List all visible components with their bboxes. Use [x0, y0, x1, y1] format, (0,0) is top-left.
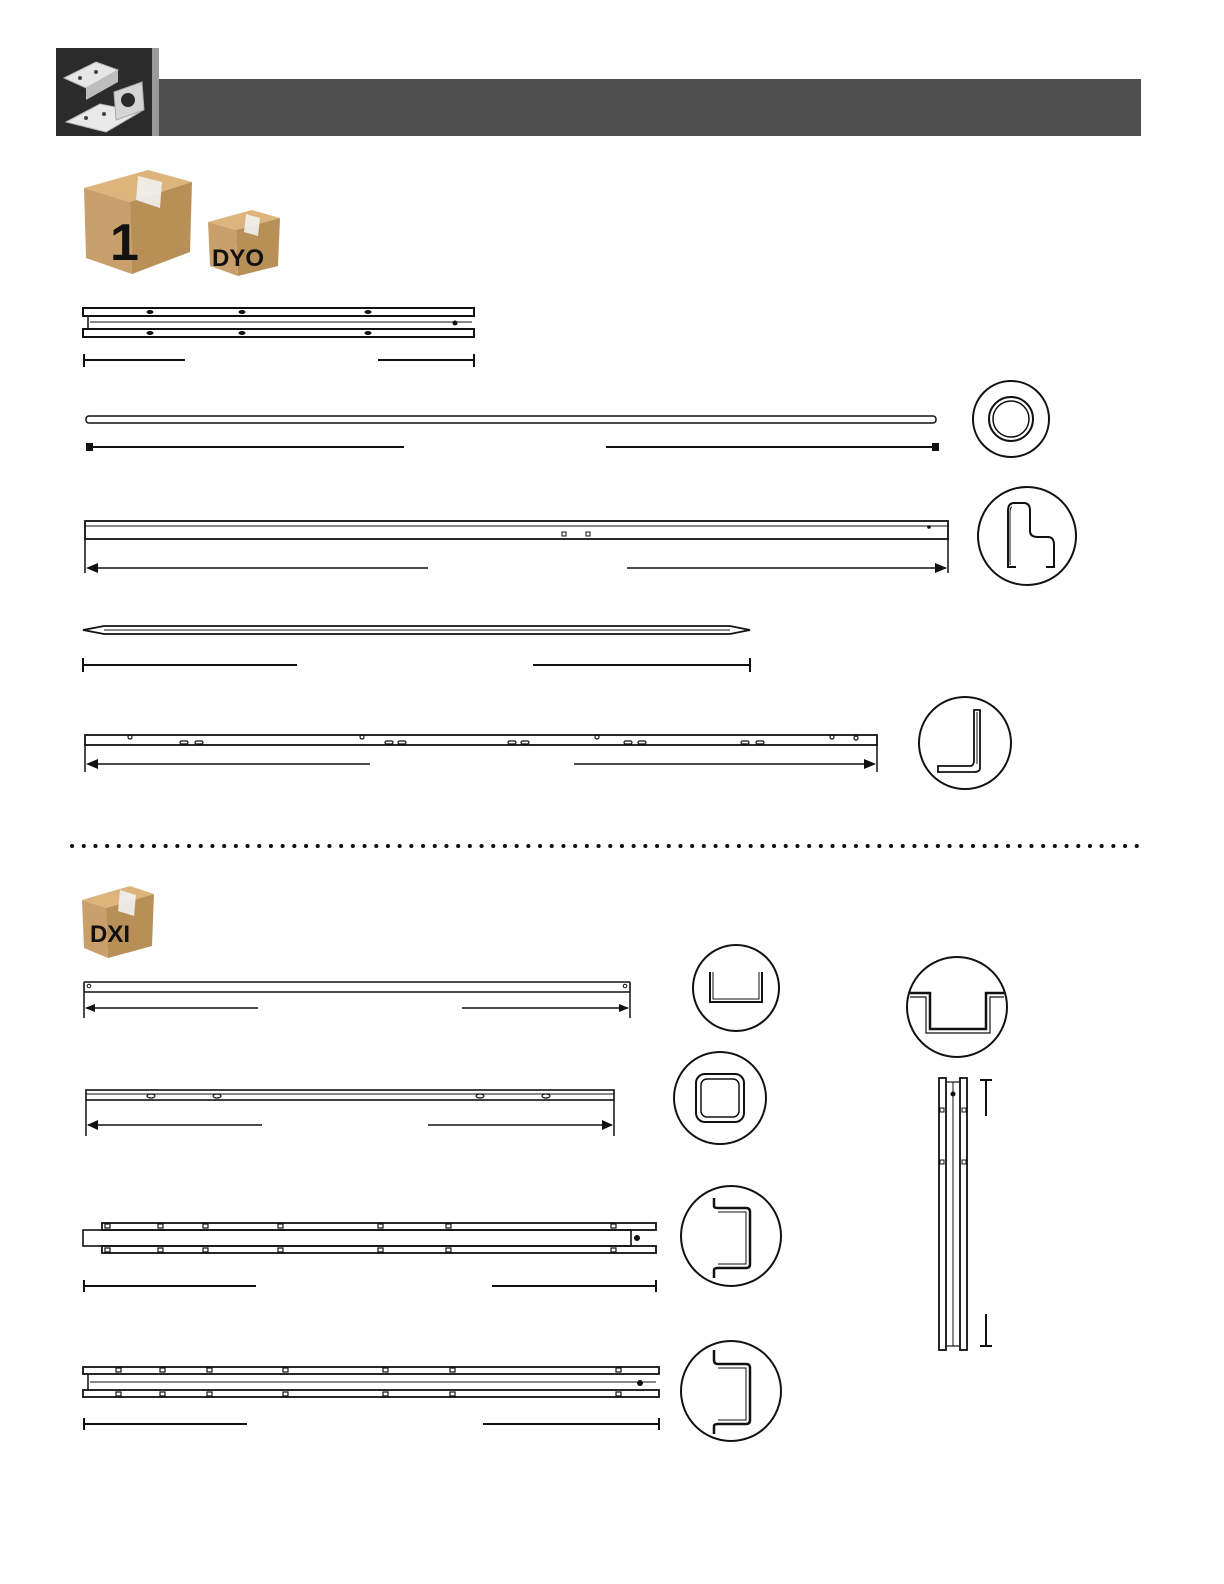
part-z-channel-rail-b [80, 1362, 664, 1434]
bracket-hardware-icon [56, 48, 152, 136]
box-dxi-icon [80, 884, 158, 962]
square-tube-profile-circle [670, 1049, 770, 1147]
part-vertical-hat-channel [936, 1074, 996, 1354]
u-channel-profile-circle [690, 942, 782, 1034]
part-square-tube [82, 1086, 622, 1138]
z-channel-profile-circle-a [678, 1184, 784, 1288]
box-dxi-label: DXI [90, 921, 131, 948]
header-bar [159, 79, 1141, 136]
part-slotted-angle [82, 730, 882, 776]
header-icon-edge [152, 48, 159, 136]
part-flat-bar [80, 978, 636, 1020]
box-1-icon [78, 168, 288, 280]
part-long-channel [82, 517, 952, 577]
tube-profile-circle [970, 378, 1052, 460]
part-round-tube [84, 410, 944, 456]
part-z-channel-rail-a [80, 1218, 662, 1294]
header-hardware-icon [56, 48, 152, 136]
part-double-rail [80, 303, 480, 373]
z-channel-profile-circle-b [678, 1338, 784, 1444]
section-divider [70, 840, 1145, 852]
part-tapered-rod [80, 622, 756, 674]
box-dyo-icon [208, 210, 280, 276]
channel-profile-circle [976, 485, 1078, 587]
box-1-number: 1 [110, 214, 139, 272]
box-dyo-label: DYO [212, 245, 265, 272]
angle-profile-circle [916, 694, 1014, 792]
hat-channel-profile-circle [904, 955, 1010, 1059]
